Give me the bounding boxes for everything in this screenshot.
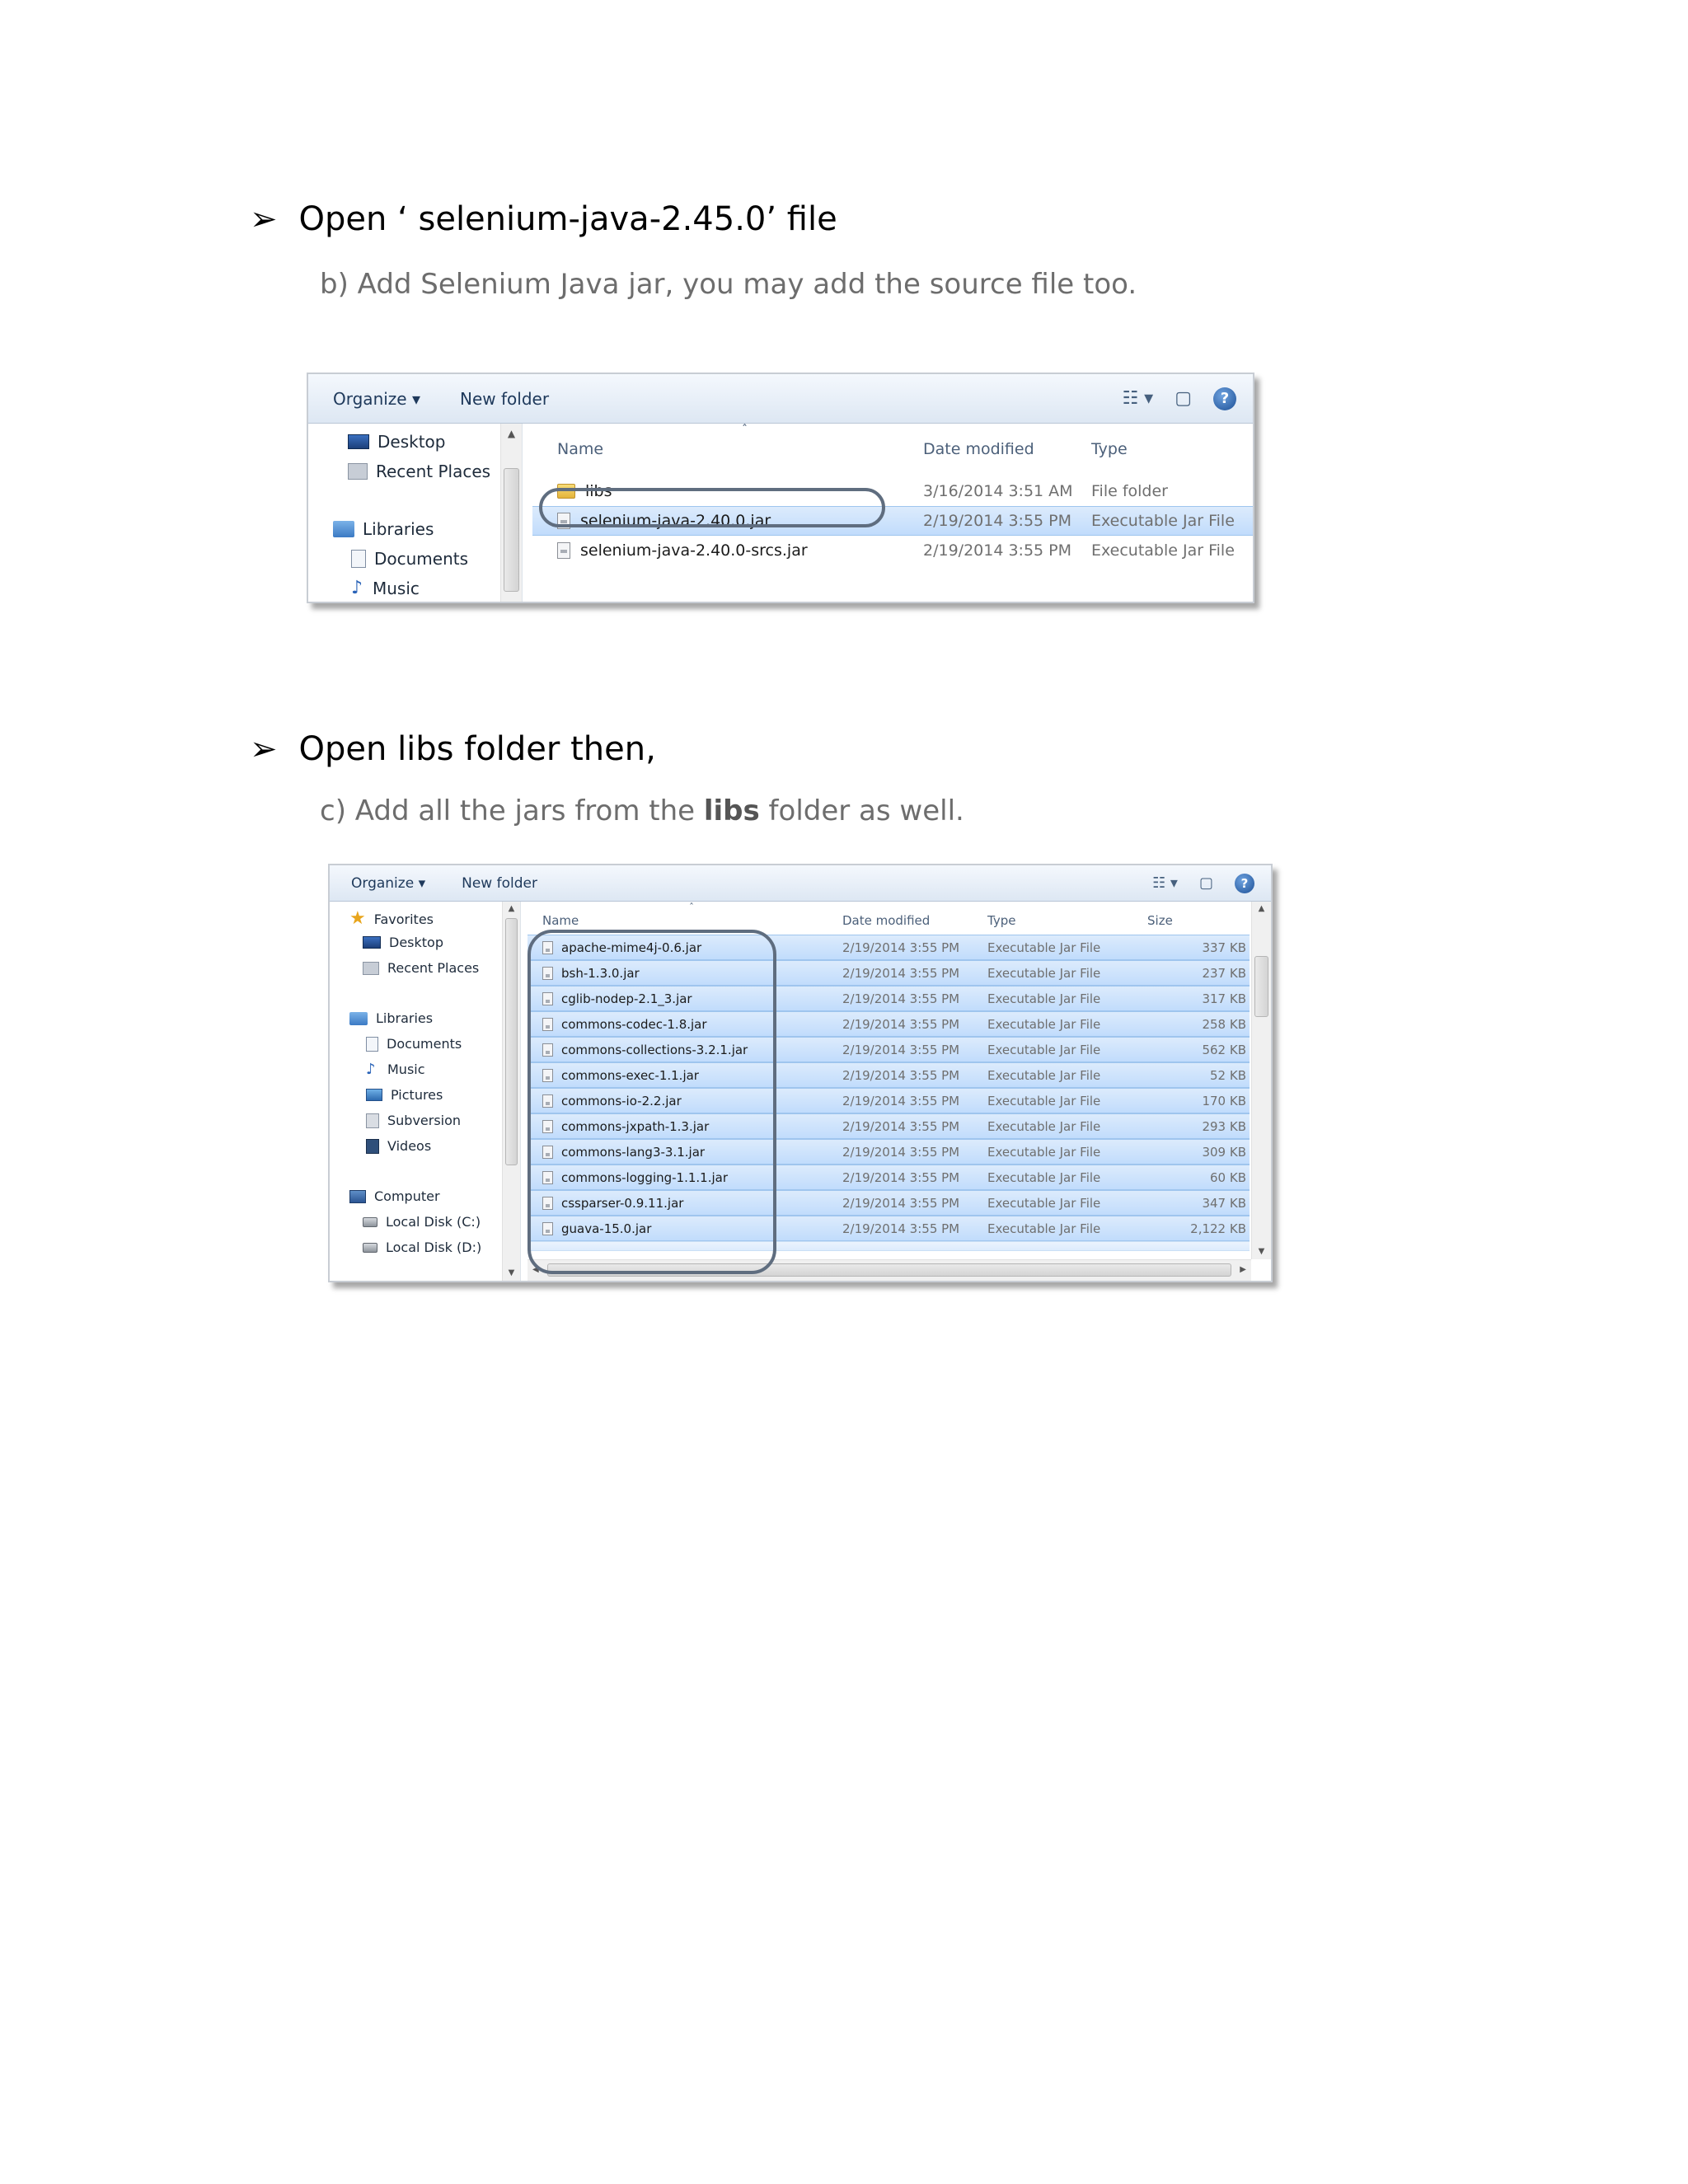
file-type: Executable Jar File [987, 1093, 1101, 1108]
column-date-header[interactable]: Date modified [842, 913, 931, 928]
scroll-up-arrow-icon[interactable]: ▲ [507, 428, 516, 439]
nav-label: Pictures [391, 1087, 443, 1103]
step1-heading-text: Open ‘ selenium-java-2.45.0’ file [298, 200, 837, 238]
file-date: 2/19/2014 3:55 PM [842, 1169, 960, 1185]
file-type: Executable Jar File [987, 991, 1101, 1006]
nav-label: Recent Places [376, 462, 491, 481]
highlight-oval [528, 930, 776, 1274]
nav-item-documents[interactable] [366, 1036, 462, 1052]
preview-pane-icon[interactable]: ▢ [1198, 874, 1213, 892]
toolbar [308, 374, 1253, 424]
explorer-window-2 [328, 864, 1273, 1282]
file-name: commons-io-2.2.jar [561, 1093, 682, 1108]
scroll-down-arrow-icon[interactable]: ▼ [508, 1268, 515, 1277]
nav-label: Local Disk (D:) [386, 1240, 482, 1255]
nav-scrollbar[interactable] [500, 424, 522, 602]
file-date: 2/19/2014 3:55 PM [842, 1016, 960, 1032]
file-date: 2/19/2014 3:55 PM [923, 512, 1072, 530]
recent-places-icon [363, 962, 379, 975]
toolbar [330, 865, 1271, 902]
scroll-up-arrow-icon[interactable]: ▲ [1258, 904, 1265, 913]
step1-caption: b) Add Selenium Java jar, you may add the source file too. [320, 268, 1137, 301]
file-size: 347 KB [1202, 1195, 1246, 1211]
highlight-oval [539, 488, 885, 527]
scroll-right-arrow-icon[interactable]: ▶ [1240, 1265, 1246, 1274]
nav-item-videos[interactable] [366, 1138, 431, 1154]
caption-text-start: c) Add all the jars from the [320, 794, 704, 827]
file-type: Executable Jar File [1091, 541, 1235, 560]
file-type: Executable Jar File [987, 940, 1101, 955]
nav-label: Desktop [377, 432, 446, 452]
jar-file-icon [557, 542, 570, 559]
subversion-icon [366, 1113, 379, 1128]
file-date: 2/19/2014 3:55 PM [842, 1042, 960, 1057]
nav-label: Favorites [373, 911, 434, 927]
file-name: commons-logging-1.1.1.jar [561, 1169, 729, 1185]
new-folder-button[interactable]: New folder [460, 388, 550, 409]
arrow-bullet-icon: ➢ [250, 730, 278, 768]
videos-icon [366, 1139, 379, 1154]
nav-item-computer[interactable] [349, 1188, 440, 1204]
toolbar-right [1122, 374, 1236, 423]
file-name: libs [585, 482, 612, 500]
file-row[interactable] [532, 536, 1253, 565]
nav-item-music[interactable] [366, 1062, 425, 1077]
pictures-icon [366, 1089, 382, 1101]
change-view-icon[interactable]: ☷ ▾ [1152, 874, 1178, 892]
file-size: 562 KB [1202, 1042, 1246, 1057]
file-date: 2/19/2014 3:55 PM [923, 541, 1072, 560]
file-type: File folder [1091, 482, 1168, 500]
nav-item-documents[interactable] [351, 549, 468, 569]
music-icon: ♪ [366, 1060, 376, 1078]
nav-item-libraries[interactable] [333, 519, 434, 539]
file-date: 2/19/2014 3:55 PM [842, 1195, 960, 1211]
scroll-thumb[interactable] [1254, 956, 1268, 1017]
file-type: Executable Jar File [987, 1221, 1101, 1236]
file-size: 293 KB [1202, 1118, 1246, 1134]
file-size: 2,122 KB [1190, 1221, 1246, 1236]
caption-text-end: folder as well. [759, 794, 964, 827]
scroll-down-arrow-icon[interactable]: ▼ [1258, 1247, 1265, 1256]
step2-heading [250, 730, 656, 768]
recent-places-icon [348, 463, 368, 480]
step1-heading [250, 200, 837, 238]
scroll-up-arrow-icon[interactable]: ▲ [508, 904, 515, 913]
nav-label: Music [373, 579, 420, 598]
file-size: 237 KB [1202, 965, 1246, 981]
step2-heading-text: Open libs folder then, [298, 730, 656, 768]
file-type: Executable Jar File [987, 1195, 1101, 1211]
sort-arrow-icon: ˆ [742, 424, 748, 437]
favorites-star-icon: ★ [349, 908, 366, 929]
arrow-bullet-icon: ➢ [250, 200, 278, 238]
nav-label: Documents [374, 549, 469, 569]
file-date: 2/19/2014 3:55 PM [842, 1118, 960, 1134]
file-name-cell [557, 536, 808, 565]
documents-icon [351, 550, 366, 568]
column-name-header[interactable]: Name [557, 440, 604, 458]
file-size: 60 KB [1210, 1169, 1246, 1185]
nav-label: Recent Places [387, 960, 480, 976]
file-date: 2/19/2014 3:55 PM [842, 1093, 960, 1108]
nav-label: Subversion [387, 1113, 462, 1128]
nav-label: Libraries [363, 519, 434, 539]
file-name: cssparser-0.9.11.jar [561, 1195, 684, 1211]
documents-icon [366, 1037, 378, 1052]
nav-label: Local Disk (C:) [386, 1214, 481, 1230]
disk-drive-icon [363, 1243, 377, 1253]
nav-label: Computer [374, 1188, 440, 1204]
file-name: commons-collections-3.2.1.jar [561, 1042, 748, 1057]
change-view-icon[interactable]: ☷ ▾ [1122, 387, 1154, 409]
caption-bold: libs [703, 794, 760, 827]
nav-item-desktop[interactable] [348, 432, 445, 452]
file-name: commons-codec-1.8.jar [561, 1016, 707, 1032]
libraries-icon [349, 1012, 368, 1025]
nav-label: Desktop [389, 935, 443, 950]
file-name: commons-lang3-3.1.jar [561, 1144, 706, 1160]
libraries-icon [333, 521, 354, 537]
desktop-icon [363, 936, 381, 949]
nav-item-subversion[interactable] [366, 1113, 461, 1128]
nav-label: Videos [387, 1138, 432, 1154]
file-date: 3/16/2014 3:51 AM [923, 482, 1073, 500]
column-name-header[interactable]: Name [542, 913, 579, 928]
nav-label: Libraries [376, 1010, 434, 1026]
nav-item-music[interactable] [351, 579, 420, 598]
nav-item-local-disk-c[interactable] [363, 1214, 481, 1230]
help-icon[interactable]: ? [1235, 874, 1254, 893]
file-name: selenium-java-2.40.0-srcs.jar [580, 541, 808, 560]
file-date: 2/19/2014 3:55 PM [842, 1144, 960, 1160]
file-type: Executable Jar File [987, 1042, 1101, 1057]
file-size: 170 KB [1202, 1093, 1246, 1108]
file-name: selenium-java-2.40.0.jar [580, 512, 771, 530]
new-folder-button[interactable]: New folder [462, 874, 537, 892]
sort-arrow-icon: ˆ [689, 902, 694, 913]
help-icon[interactable]: ? [1213, 387, 1236, 410]
nav-scrollbar[interactable] [502, 902, 520, 1281]
file-type: Executable Jar File [987, 1067, 1101, 1083]
column-type-header[interactable]: Type [987, 913, 1016, 928]
file-date: 2/19/2014 3:55 PM [842, 940, 960, 955]
organize-button[interactable]: Organize ▾ [351, 874, 426, 892]
column-date-header[interactable]: Date modified [923, 440, 1034, 458]
toolbar-right [1152, 865, 1254, 901]
desktop-icon [348, 434, 369, 449]
disk-drive-icon [363, 1217, 377, 1227]
file-name: commons-jxpath-1.3.jar [561, 1118, 710, 1134]
preview-pane-icon[interactable]: ▢ [1175, 387, 1192, 409]
list-scrollbar[interactable] [1251, 902, 1271, 1259]
nav-item-pictures[interactable] [366, 1087, 443, 1103]
column-size-header[interactable]: Size [1147, 913, 1173, 928]
file-date: 2/19/2014 3:55 PM [842, 1067, 960, 1083]
file-name: bsh-1.3.0.jar [561, 965, 640, 981]
file-type: Executable Jar File [987, 1118, 1101, 1134]
file-date: 2/19/2014 3:55 PM [842, 991, 960, 1006]
nav-item-local-disk-d[interactable] [363, 1240, 481, 1255]
file-name: commons-exec-1.1.jar [561, 1067, 699, 1083]
nav-label: Music [387, 1062, 425, 1077]
file-type: Executable Jar File [987, 1169, 1101, 1185]
step2-caption [320, 794, 964, 827]
navigation-pane [330, 902, 521, 1281]
nav-item-desktop[interactable] [363, 935, 443, 950]
file-name: cglib-nodep-2.1_3.jar [561, 991, 692, 1006]
file-size: 52 KB [1210, 1067, 1246, 1083]
scroll-thumb[interactable] [505, 918, 518, 1165]
music-icon: ♪ [351, 578, 363, 598]
file-name: guava-15.0.jar [561, 1221, 652, 1236]
nav-item-recent-places[interactable] [363, 960, 479, 976]
file-date: 2/19/2014 3:55 PM [842, 1221, 960, 1236]
nav-item-recent-places[interactable] [348, 462, 490, 481]
file-date: 2/19/2014 3:55 PM [842, 965, 960, 981]
file-name: apache-mime4j-0.6.jar [561, 940, 702, 955]
file-size: 337 KB [1202, 940, 1246, 955]
organize-button[interactable]: Organize ▾ [333, 388, 420, 409]
nav-item-libraries[interactable] [349, 1010, 433, 1026]
file-type: Executable Jar File [987, 1144, 1101, 1160]
computer-icon [349, 1190, 366, 1203]
file-type: Executable Jar File [987, 965, 1101, 981]
file-size: 258 KB [1202, 1016, 1246, 1032]
scroll-left-arrow-icon[interactable]: ◀ [532, 1265, 539, 1274]
file-size: 317 KB [1202, 991, 1246, 1006]
file-type: Executable Jar File [987, 1016, 1101, 1032]
scroll-thumb[interactable] [504, 468, 519, 592]
nav-item-favorites[interactable] [349, 910, 434, 928]
column-type-header[interactable]: Type [1091, 440, 1128, 458]
file-type: Executable Jar File [1091, 512, 1235, 530]
navigation-pane [308, 424, 523, 602]
nav-label: Documents [387, 1036, 462, 1052]
file-size: 309 KB [1202, 1144, 1246, 1160]
